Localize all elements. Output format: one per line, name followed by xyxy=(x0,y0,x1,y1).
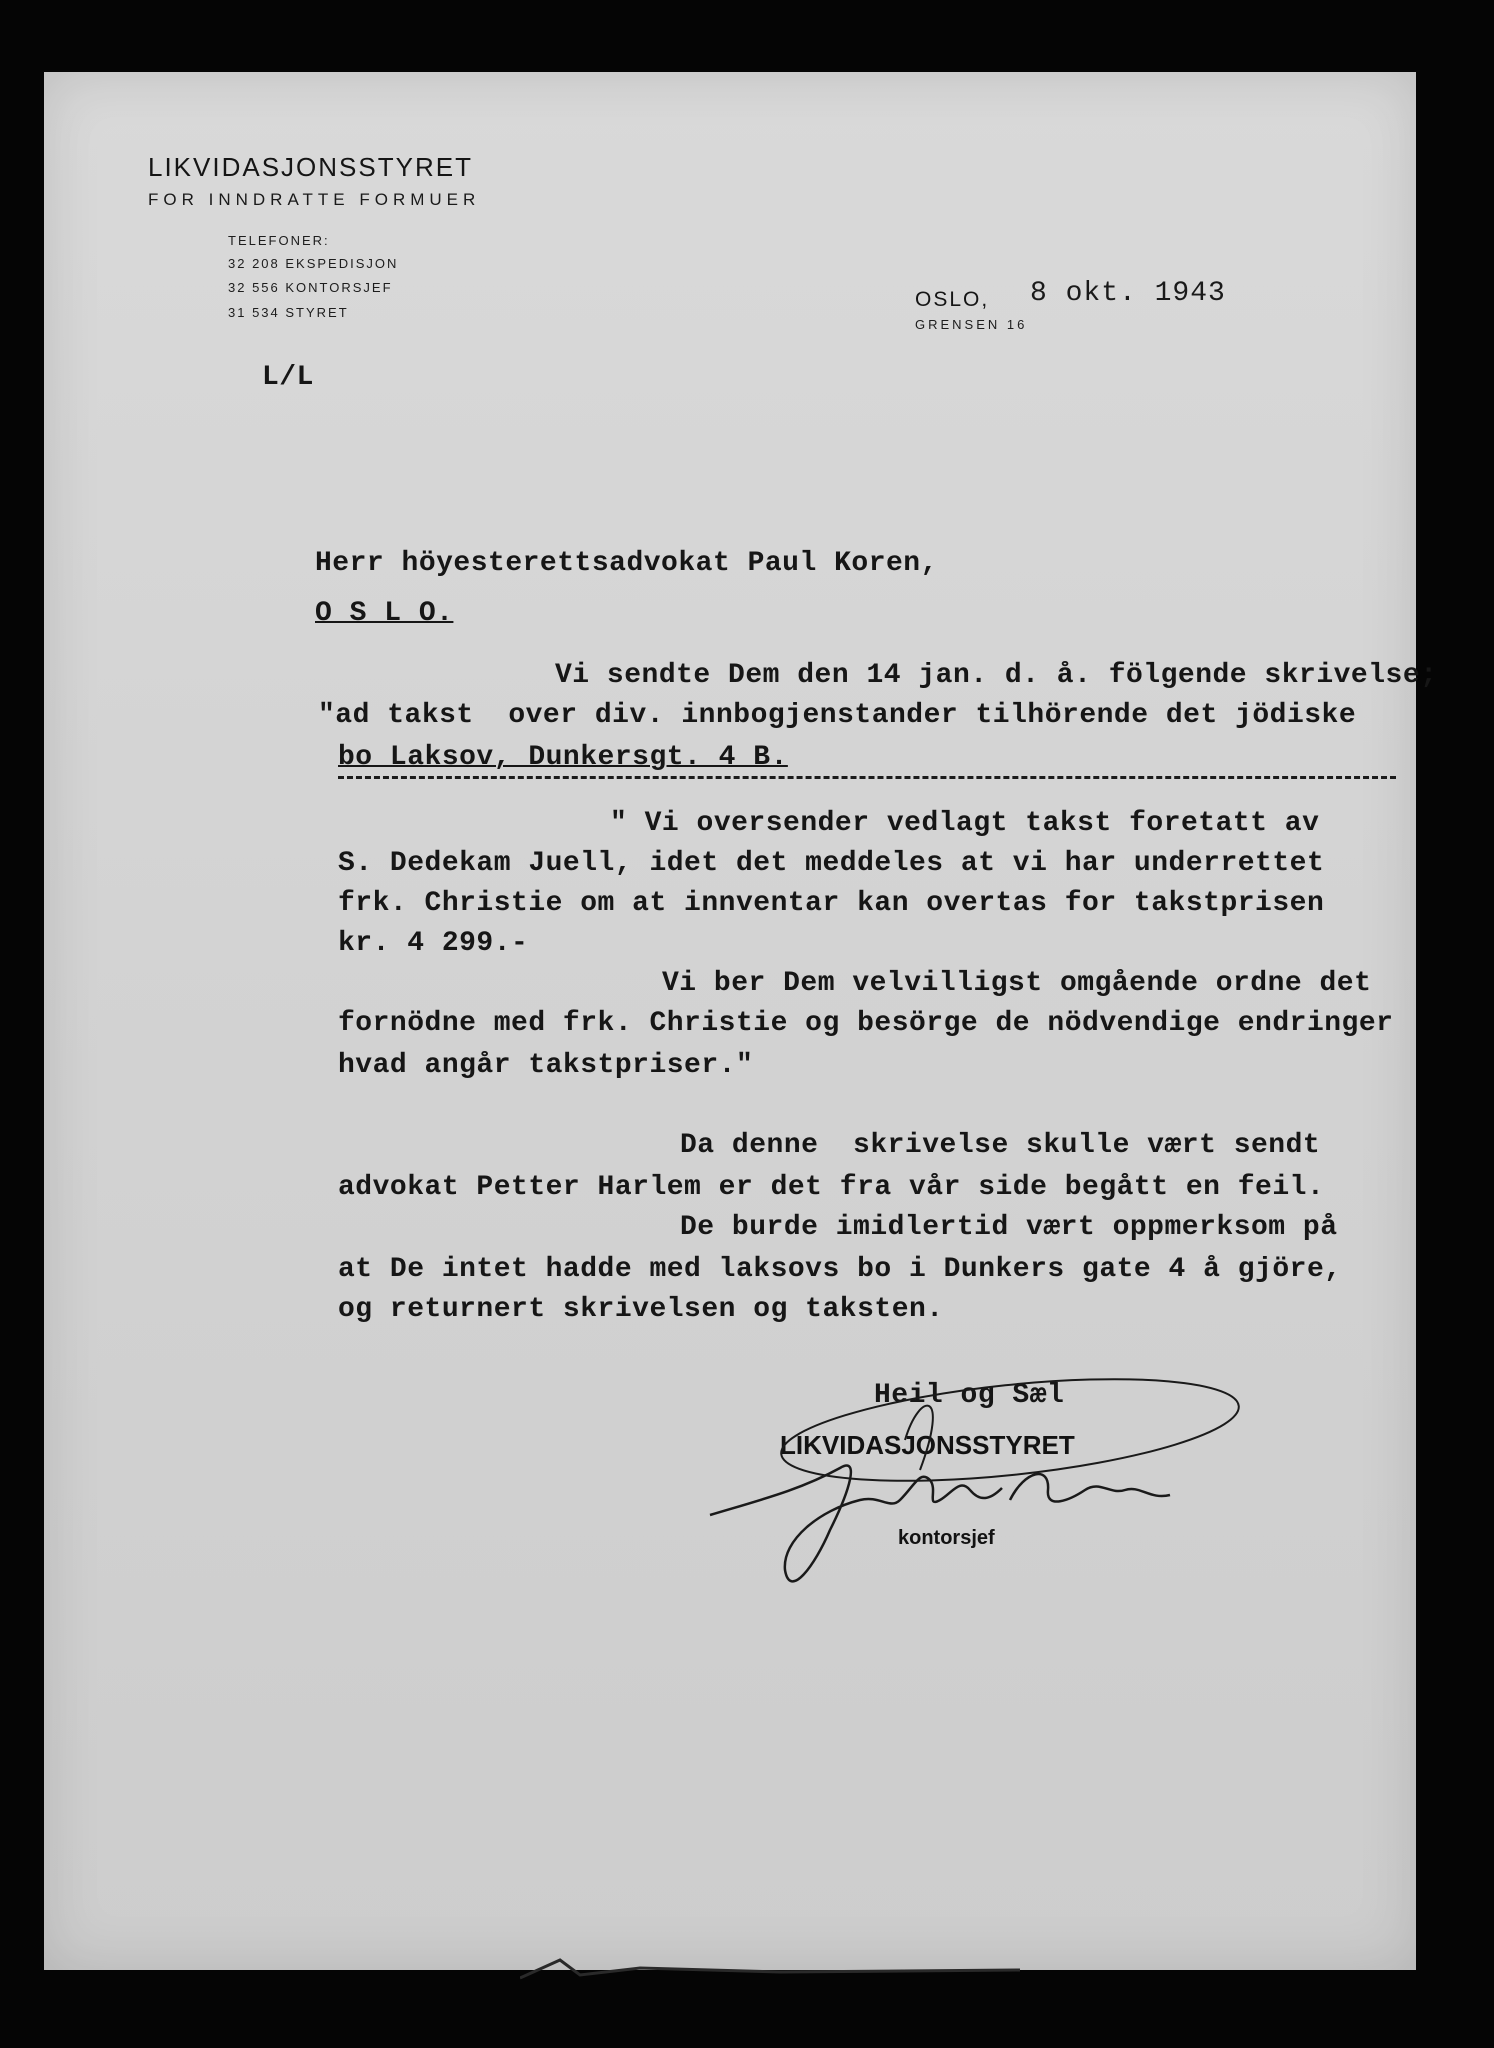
quote-line: hvad angår takstpriser." xyxy=(338,1050,754,1081)
signature-role: kontorsjef xyxy=(898,1527,995,1549)
signature-stamp: LIKVIDASJONSSTYRET xyxy=(780,1430,1075,1460)
phone-line: 32 556 KONTORSJEF xyxy=(228,280,393,295)
phone-line: 32 208 EKSPEDISJON xyxy=(228,256,399,271)
recipient-name: Herr höyesterettsadvokat Paul Koren, xyxy=(315,548,938,579)
quote-line: S. Dedekam Juell, idet det meddeles at vi har underrettet xyxy=(338,848,1325,879)
body-line: Da denne skrivelse skulle vært sendt xyxy=(680,1130,1321,1161)
quote-line: frk. Christie om at innventar kan overtas for takstprisen xyxy=(338,888,1325,919)
quote-line: kr. 4 299.- xyxy=(338,928,529,959)
closing-greeting: Heil og Sæl xyxy=(874,1380,1065,1411)
reference-code: L/L xyxy=(262,362,314,393)
phone-heading: TELEFONER: xyxy=(228,233,330,248)
quote-line: " Vi oversender vedlagt takst foretatt av xyxy=(610,808,1320,839)
paper-fold-mark xyxy=(520,1950,1020,1980)
letterhead-street: GRENSEN 16 xyxy=(915,317,1028,332)
body-line: "ad takst over div. innbogjenstander tilhörende det jödiske xyxy=(318,700,1357,731)
body-line: De burde imidlertid vært oppmerksom på xyxy=(680,1212,1338,1243)
quote-line: Vi ber Dem velvilligst omgående ordne det xyxy=(662,968,1372,999)
letterhead-title: LIKVIDASJONSSTYRET xyxy=(148,152,473,182)
recipient-city: O S L O. xyxy=(315,598,454,629)
body-line: Vi sendte Dem den 14 jan. d. å. fölgende skrivelse; xyxy=(555,660,1438,691)
letter-date: 8 okt. 1943 xyxy=(1030,278,1226,309)
letterhead-subtitle: FOR INNDRATTE FORMUER xyxy=(148,190,481,209)
body-line: og returnert skrivelsen og taksten. xyxy=(338,1294,944,1325)
body-line: at De intet hadde med laksovs bo i Dunkers gate 4 å gjöre, xyxy=(338,1254,1342,1285)
letterhead-city: OSLO, xyxy=(915,288,990,311)
handwritten-signature xyxy=(690,1350,1250,1610)
underline-rule xyxy=(338,776,1396,779)
quote-line: fornödne med frk. Christie og besörge de nödvendige endringer xyxy=(338,1008,1394,1039)
body-line: advokat Petter Harlem er det fra vår side begått en feil. xyxy=(338,1172,1325,1203)
phone-line: 31 534 STYRET xyxy=(228,305,349,320)
body-line-underlined: bo Laksov, Dunkersgt. 4 B. xyxy=(338,742,788,773)
